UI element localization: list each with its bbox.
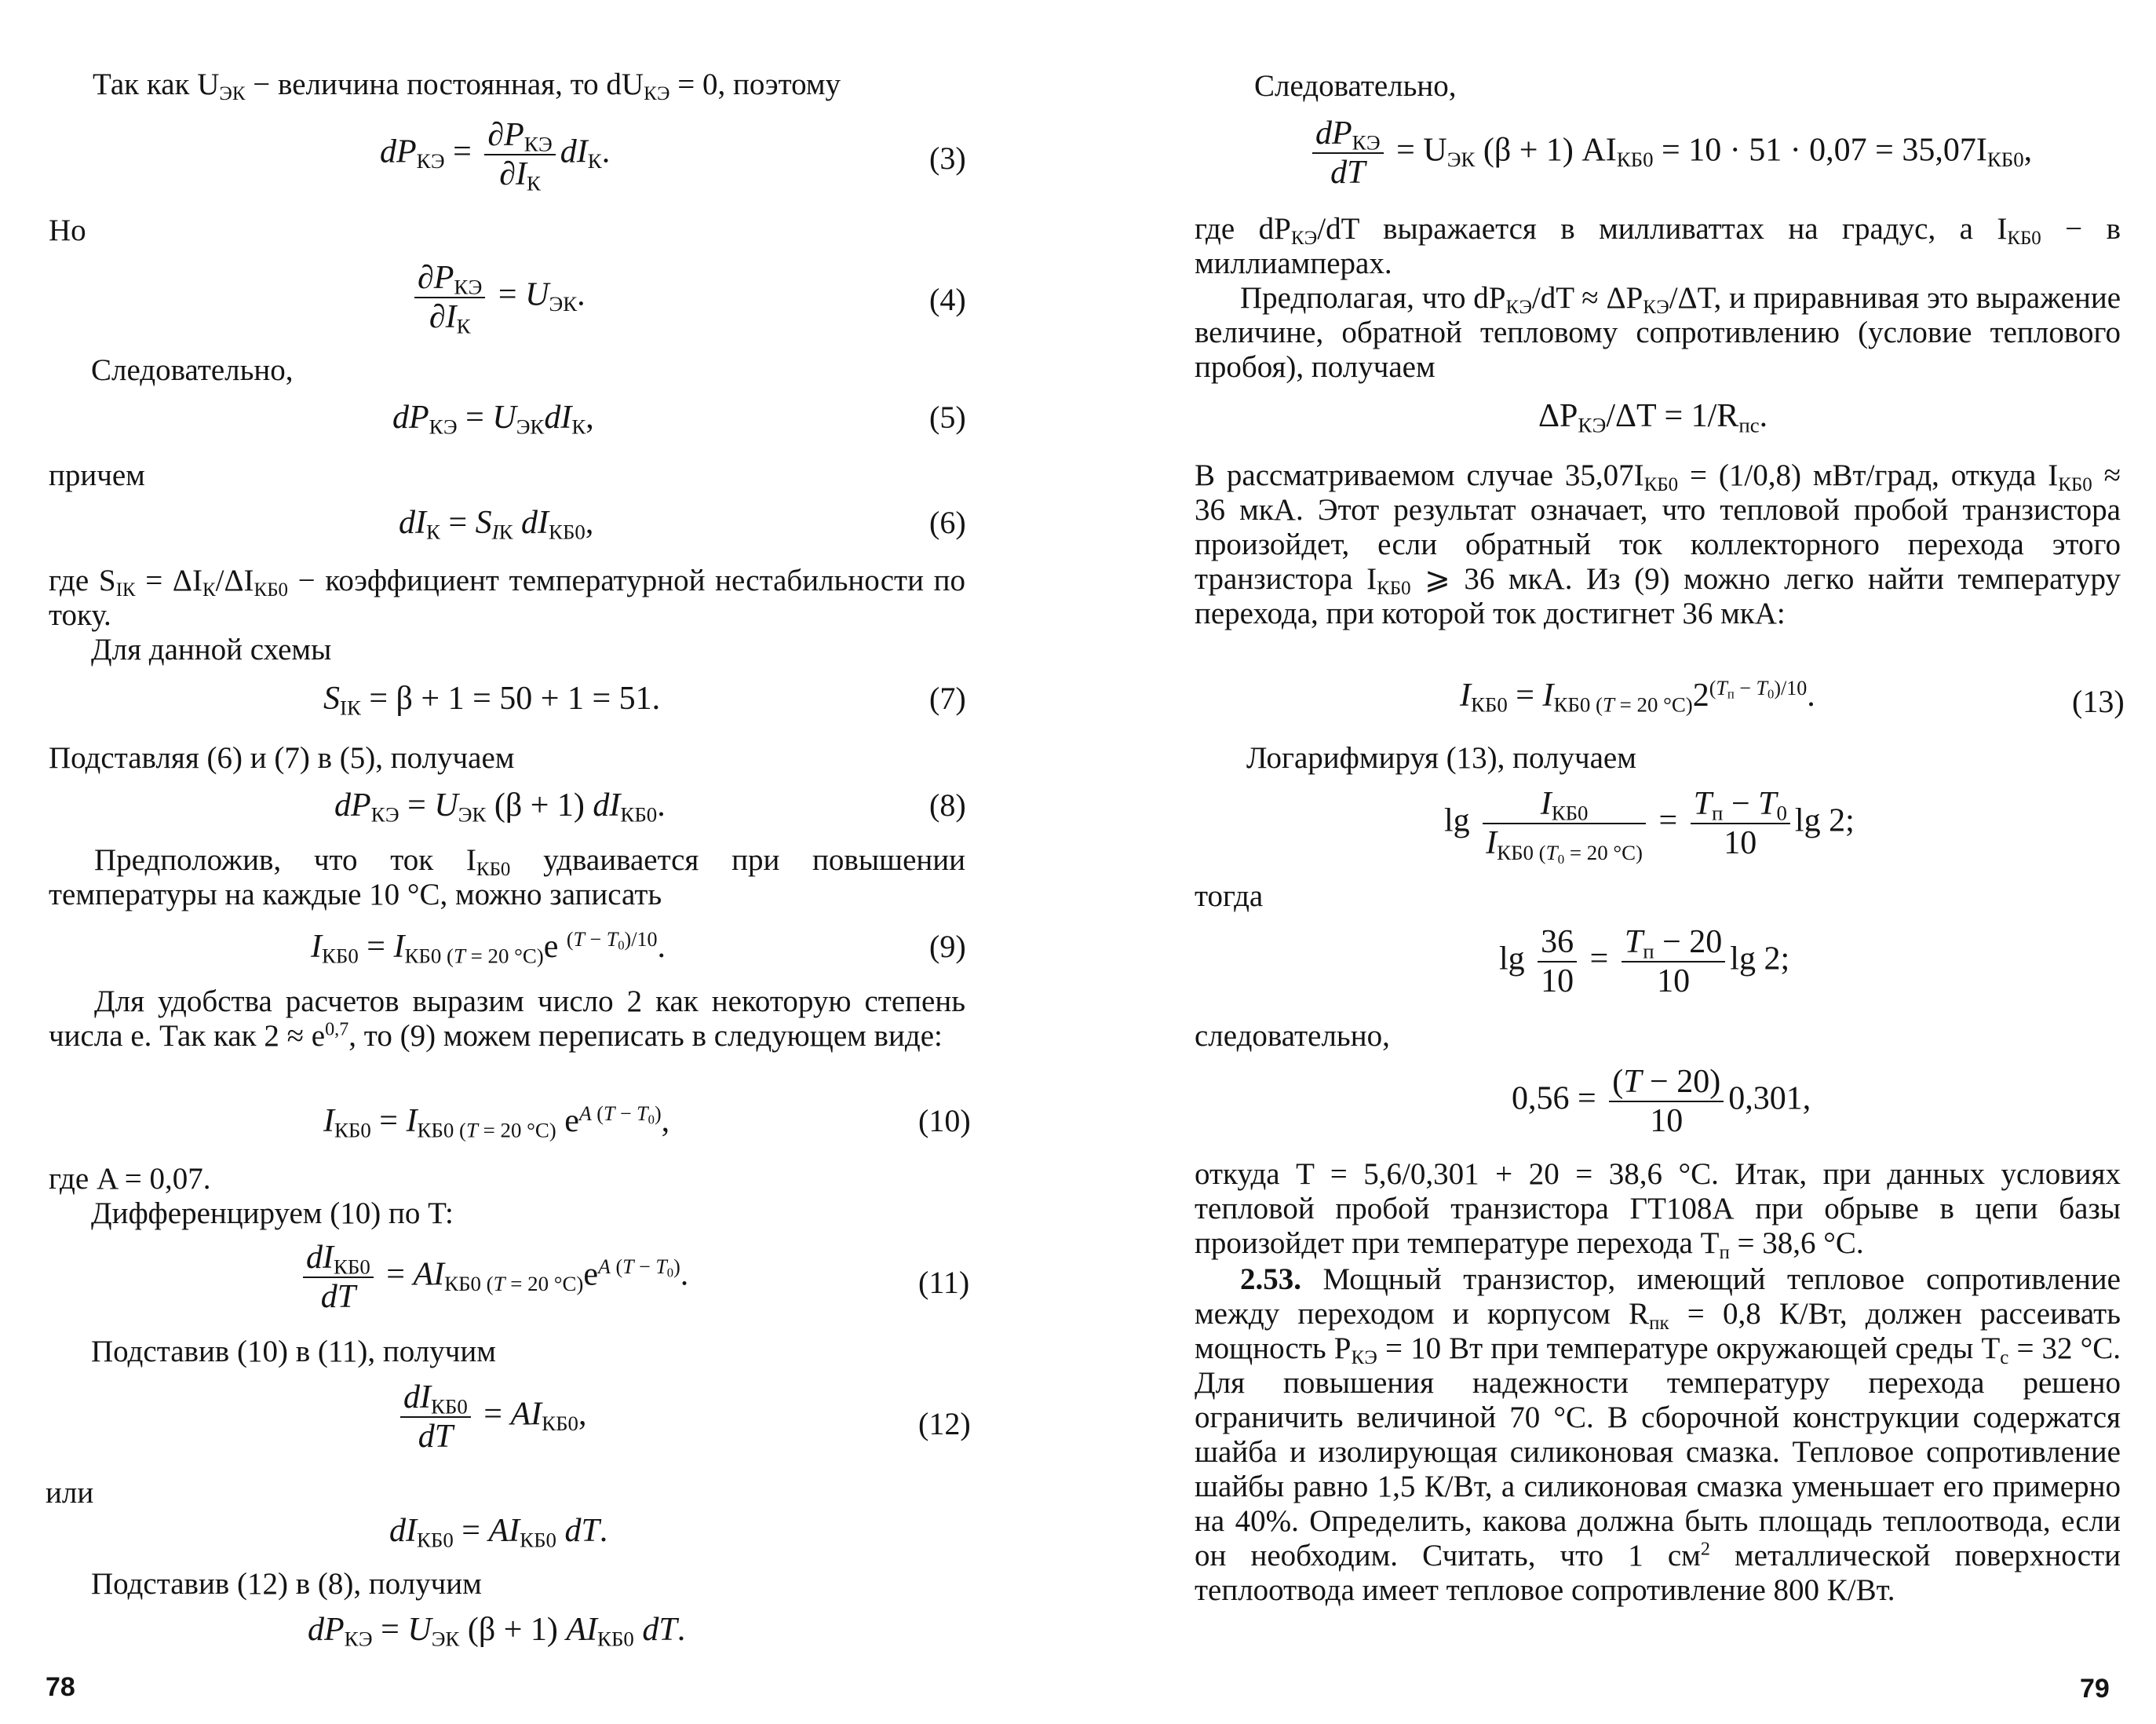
- equation-6: $dI_К = S_{IК}$ $dI_{КБ0}$,: [399, 505, 594, 544]
- text-dlya-dannoi-shemy: Для данной схемы: [91, 633, 332, 667]
- text-prichem: причем: [49, 458, 145, 492]
- problem-number: 2.53.: [1240, 1262, 1301, 1296]
- text-differentiate: Дифференцируем (10) по T:: [91, 1196, 454, 1230]
- paragraph-coefficient: где $S_{IК} = \Delta I_К/\Delta I_{КБ0}$ − коэффициент температурной нестабильности по току.: [49, 564, 966, 632]
- equation-log-numeric: lg $\frac{36}{10}$ = $T_п - 20$ 10 lg 2;: [1499, 924, 1790, 999]
- equation-number-3: (3): [929, 141, 966, 176]
- equation-10: $I_{КБ0} = I_{КБ0 (T = 20 ^\circ С)}$ $e^{A (T - T_0)}$,: [323, 1101, 670, 1142]
- equation-breakdown-condition: $\Delta P_{КЭ}/\Delta T = 1/R_{пс}$.: [1538, 398, 1768, 437]
- equation-number-4: (4): [929, 282, 966, 317]
- text-sledovatelno-right: Следовательно,: [1254, 69, 1457, 103]
- equation-final-left: $dP_{КЭ} = U_{ЭК}$ (β + 1) $AI_{КБ0}$ dT.: [308, 1612, 686, 1651]
- right-page: [1083, 0, 2156, 1724]
- page-number-right: 79: [2080, 1674, 2110, 1704]
- paragraph-doubling-assumption: Предположив, что ток $I_{КБ0}$ удваивается при повышении температуры на каждые 10 °С, можно записать: [49, 843, 965, 911]
- equation-solve-t: 0,56 = $\frac{(T - 20)}{10}$ 0,301,: [1512, 1064, 1811, 1139]
- equation-8: $dP_{КЭ} = U_{ЭК}$ (β + 1) $dI_{КБ0}$.: [334, 787, 666, 827]
- text-gde-a: где A = 0,07.: [49, 1162, 211, 1196]
- equation-number-5: (5): [929, 400, 966, 435]
- problem-2-53: 2.53. Мощный транзистор, имеющий тепловое сопротивление между переходом и корпусом $R_{пк} = 0,8$ К/Вт, должен рассеивать мощность $P_{КЭ} = 10$ Вт при температуре окружающей среды $T_с = 32$ °С. Для повышения надежности температуру перехода решено ограничить величиной 70 °С. В сборочной конструкции содержатся шайба и изолирующая силиконовая смазка. Тепловое сопротивление шайбы равно 1,5 К/Вт, а силиконовая смазка уменьшает его примерно на 40%. Определить, какова должна быть площадь теплоотвода, если он необходим. Считать, что 1 $см^2$ металлической поверхности теплоотвода имеет тепловое сопротивление 800 К/Вт.: [1195, 1262, 2121, 1607]
- paragraph-units: где $dP_{КЭ}/dT$ выражается в милливаттах на градус, а $I_{КБ0} - в$ миллиамперах.: [1195, 212, 2121, 280]
- paragraph-exponent: Для удобства расчетов выразим число 2 как некоторую степень числа e. Так как $2 \approx e^{0,7}$, то (9) можем переписать в следующем виде:: [49, 984, 965, 1053]
- text-sledovatelno-2: следовательно,: [1195, 1019, 1390, 1053]
- equation-7: $S_{IК} = \beta + 1 = 50 + 1 = 51$.: [323, 681, 661, 720]
- equation-number-11: (11): [918, 1265, 970, 1300]
- equation-12b: $dI_{КБ0} = AI_{КБ0}$ dT.: [389, 1513, 608, 1552]
- equation-number-8: (8): [929, 787, 966, 823]
- equation-number-12: (12): [918, 1406, 971, 1441]
- equation-13: $I_{КБ0} = I_{КБ0 (T = 20 ^\circ С)}2^{(T_п - T_0)/10}$.: [1460, 676, 1815, 717]
- text-togda: тогда: [1195, 879, 1264, 913]
- equation-number-9: (9): [929, 929, 966, 964]
- equation-3: $dP_{КЭ}$ = $\partial P_{КЭ}$ $\partial I_К$ $dI_К$.: [380, 117, 611, 195]
- equation-12: $dI_{КБ0}$ dT = $AI_{КБ0}$,: [396, 1379, 586, 1456]
- text-podstaviv-1: Подставив (10) в (11), получим: [91, 1335, 496, 1368]
- equation-number-7: (7): [929, 681, 966, 716]
- equation-top-right: $dP_{КЭ}$ dT = $U_{ЭК}$ (β + 1) $AI_{КБ0} = 10 \cdot 51 \cdot 0,07 = 35,07I_{КБ0}$,: [1308, 115, 2032, 192]
- text-podstaviv-2: Подставив (12) в (8), получим: [91, 1567, 482, 1601]
- paragraph-intro: Так как $U_{ЭК}$ − величина постоянная, то $dU_{КЭ} = 0$, поэтому: [93, 68, 841, 104]
- paragraph-case-result: В рассматриваемом случае $35,07I_{КБ0} = (1/0,8)$ мВт/град, откуда $I_{КБ0} \approx 36$ мкА. Этот результат означает, что тепловой пробой транзистора произойдет, если обратный ток коллекторного перехода этого транзистора $I_{КБ0}$ ⩾ 36 мкА. Из (9) можно легко найти температуру перехода, при которой ток достигнет 36 мкА:: [1195, 458, 2121, 630]
- text-ili: или: [46, 1476, 94, 1510]
- equation-4: $\partial P_{КЭ}$ $\partial I_К$ = $U_{ЭК}$.: [410, 259, 586, 336]
- equation-number-13: (13): [2072, 684, 2125, 719]
- text-podstavlyaya: Подставляя (6) и (7) в (5), получаем: [49, 741, 515, 775]
- paragraph-assumption: Предполагая, что $dP_{КЭ}/dT \approx \Delta P_{КЭ}/\Delta T$, и приравнивая это выражение величине, обратной тепловому сопротивлению (условие теплового пробоя), получаем: [1195, 281, 2121, 384]
- equation-11: $dI_{КБ0}$ dT = $AI_{КБ0 (T = 20 ^\circ С)}e^{A (T - T_0)}$.: [298, 1239, 688, 1316]
- page-number-left: 78: [46, 1672, 75, 1702]
- equation-number-6: (6): [929, 505, 966, 540]
- equation-log-general: lg $I_{КБ0}$ $I_{КБ0 (T_0 = 20 ^\circ С)}$ = $T_п - T_0$ 10 lg 2;: [1444, 786, 1855, 867]
- paragraph-answer: откуда T = 5,6/0,301 + 20 = 38,6 °С. Итак, при данных условиях тепловой пробой транзистора ГТ108А при обрыве в цепи базы произойдет при температуре перехода $T_п = 38,6$ °С.: [1195, 1157, 2121, 1263]
- equation-number-10: (10): [918, 1103, 971, 1138]
- text-sledovatelno: Следовательно,: [91, 353, 294, 387]
- equation-9: $I_{КБ0} = I_{КБ0 (T = 20 ^\circ С)}e$ $^{(T - T_0)/10}$.: [311, 927, 666, 968]
- equation-5: $dP_{КЭ} = U_{ЭК}dI_К$,: [392, 400, 594, 439]
- text-no: Но: [49, 214, 86, 247]
- text-logarithm: Логарифмируя (13), получаем: [1246, 741, 1636, 775]
